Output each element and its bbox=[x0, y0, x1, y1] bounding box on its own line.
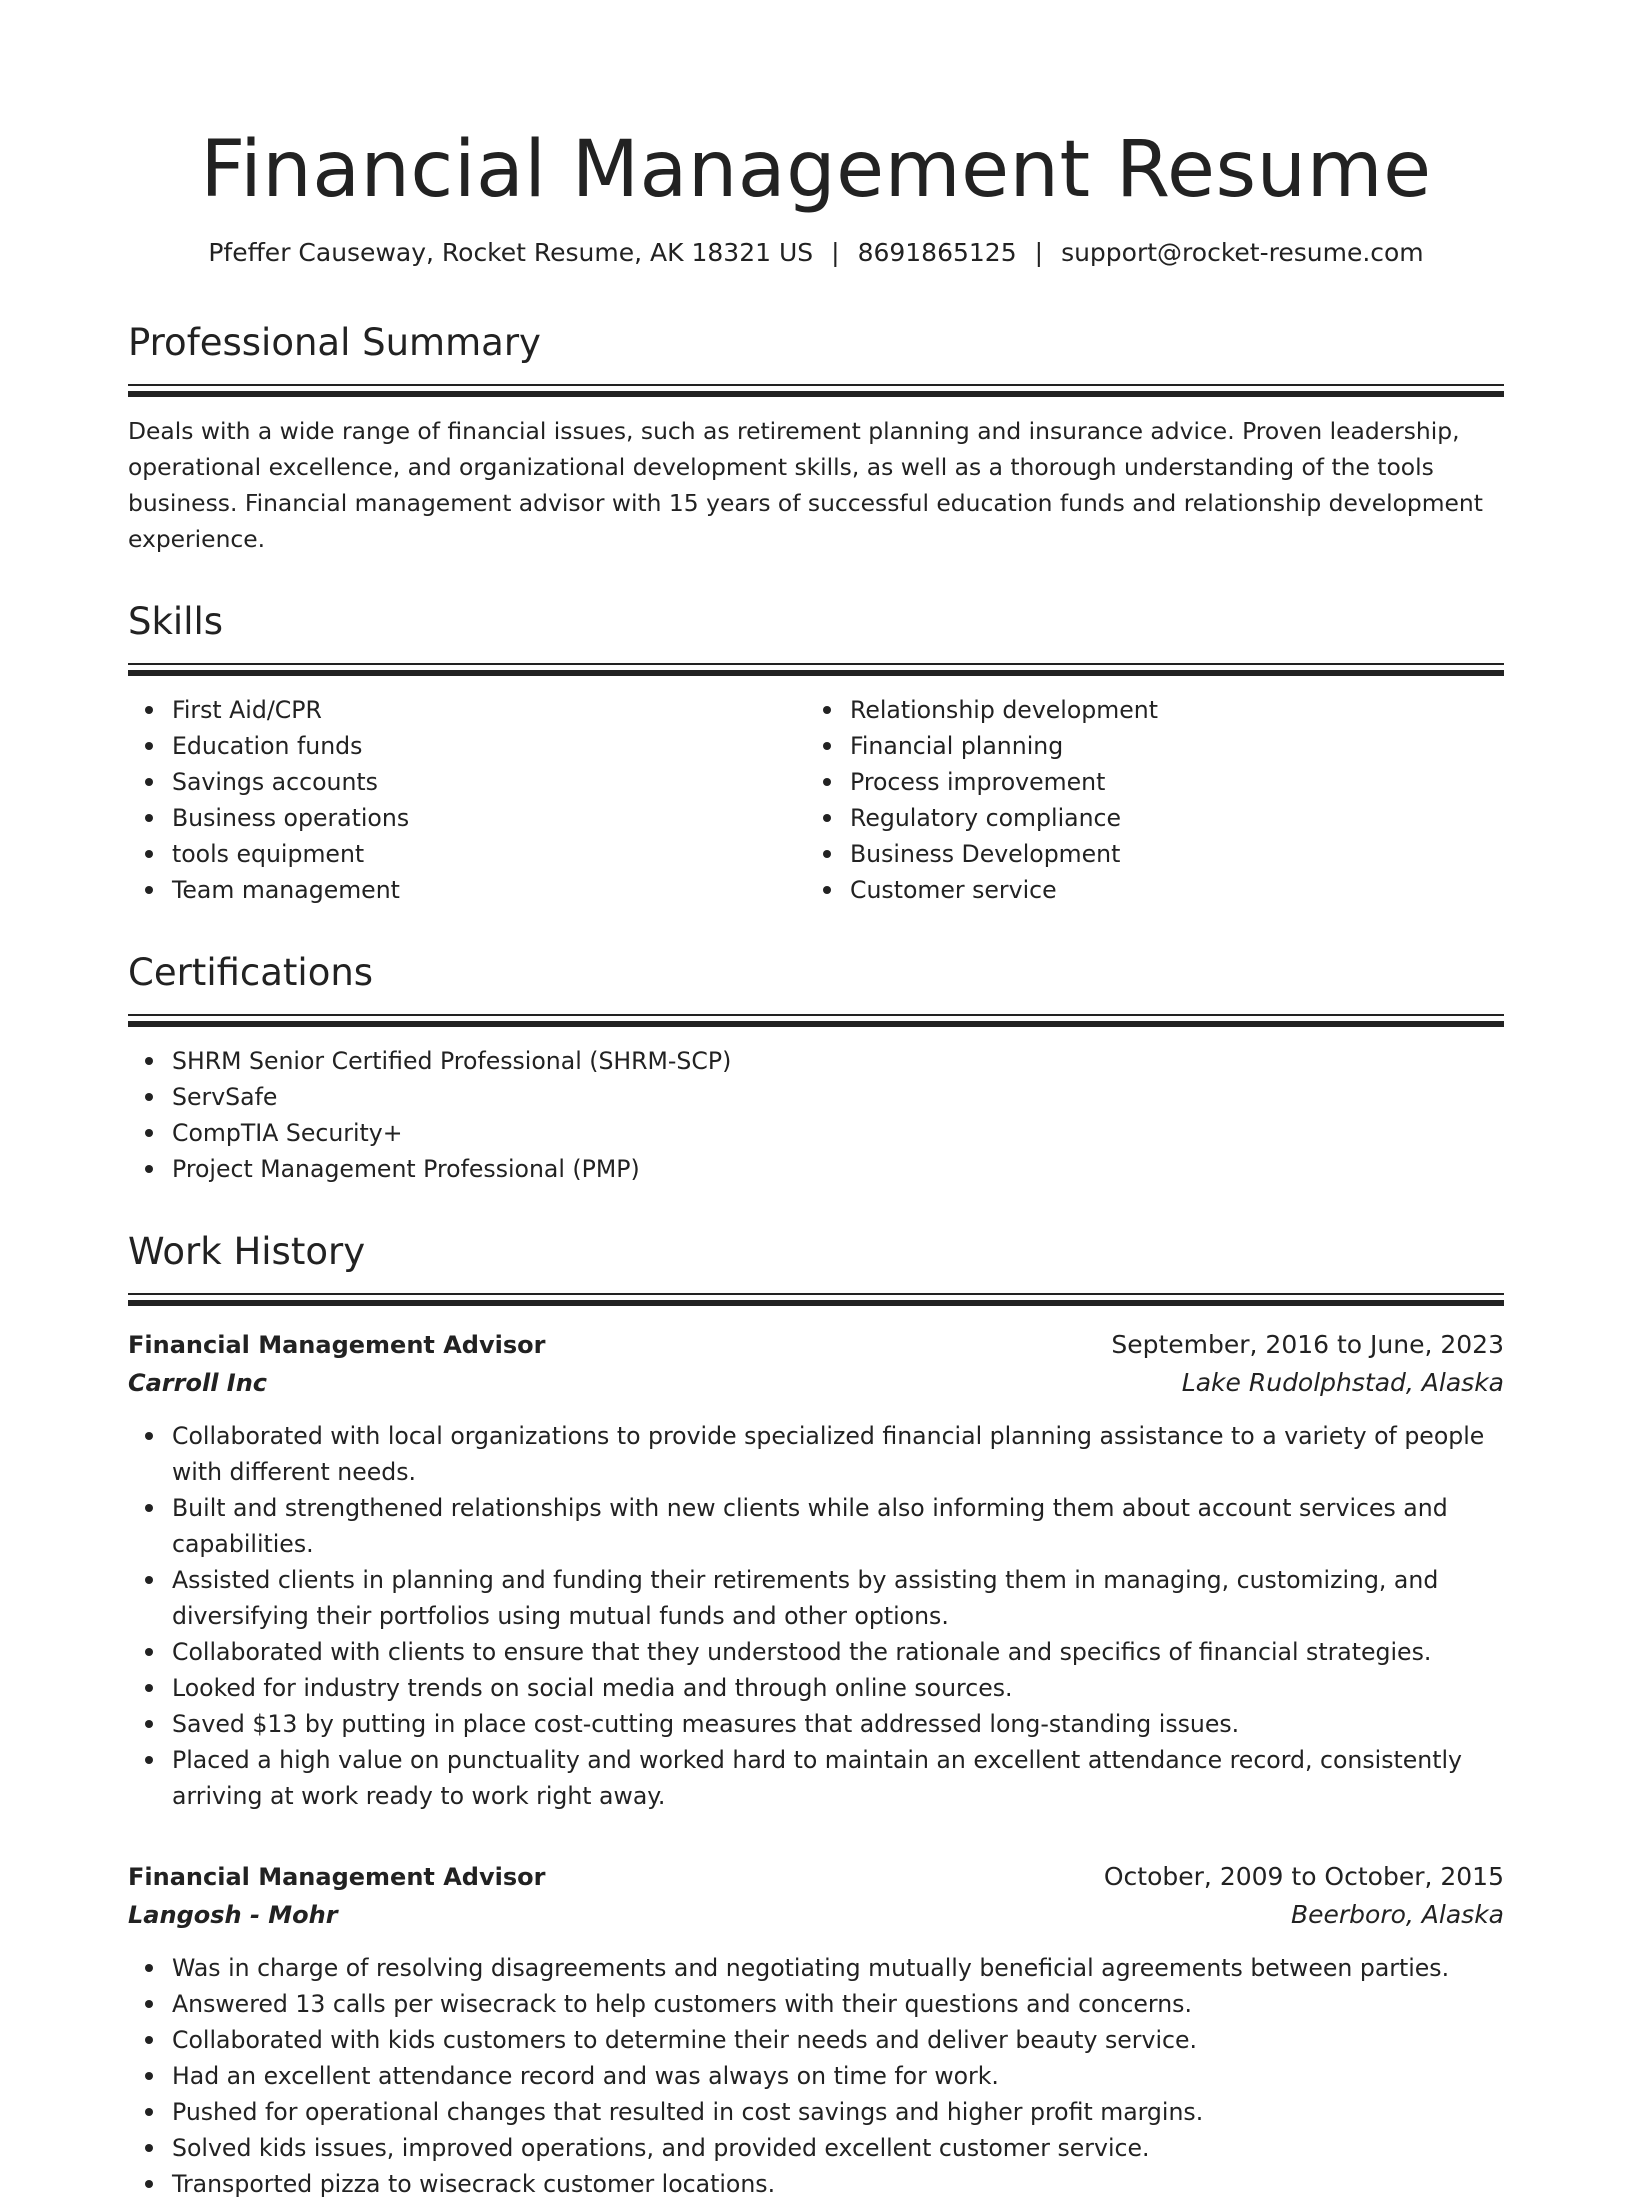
skill-item: Team management bbox=[128, 872, 806, 908]
contact-separator: | bbox=[831, 238, 840, 267]
resume-content bbox=[128, 0, 1504, 2202]
skill-item: Business Development bbox=[806, 836, 1484, 872]
skills-grid bbox=[128, 692, 1504, 908]
job-bullet: Saved $13 by putting in place cost-cutting measures that addressed long-standing issues. bbox=[128, 1706, 1504, 1742]
job-company-row bbox=[128, 1896, 1504, 1934]
job-bullet: Placed a high value on punctuality and worked hard to maintain an excellent attendance record, consistently arriving at work ready to work right away. bbox=[128, 1742, 1504, 1814]
job-header-row bbox=[128, 1858, 1504, 1896]
skill-item: Regulatory compliance bbox=[806, 800, 1484, 836]
job-bullet: Solved kids issues, improved operations, and provided excellent customer service. bbox=[128, 2130, 1504, 2166]
job-bullet: Pushed for operational changes that resulted in cost savings and higher profit margins. bbox=[128, 2094, 1504, 2130]
job-dates: October, 2009 to October, 2015 bbox=[1103, 1862, 1504, 1891]
job-dates: September, 2016 to June, 2023 bbox=[1111, 1330, 1504, 1359]
job-bullet-list bbox=[128, 1418, 1504, 1814]
certification-item: SHRM Senior Certified Professional (SHRM-SCP) bbox=[128, 1043, 1504, 1079]
skill-item: Education funds bbox=[128, 728, 806, 764]
section-divider bbox=[128, 1293, 1504, 1306]
summary-section bbox=[128, 318, 1504, 557]
skills-list-right bbox=[806, 692, 1484, 908]
skills-heading: Skills bbox=[128, 600, 224, 643]
skills-list-left bbox=[128, 692, 806, 908]
job-company: Langosh - Mohr bbox=[128, 1901, 338, 1929]
job-location: Beerboro, Alaska bbox=[1290, 1900, 1504, 1929]
job-title: Financial Management Advisor bbox=[128, 1863, 546, 1891]
skill-item: tools equipment bbox=[128, 836, 806, 872]
job-bullet: Assisted clients in planning and funding their retirements by assisting them in managing, customizing, and diversifying their portfolios using mutual funds and other options. bbox=[128, 1562, 1504, 1634]
summary-heading: Professional Summary bbox=[128, 321, 541, 364]
job-entry bbox=[128, 1858, 1504, 2202]
skill-item: Relationship development bbox=[806, 692, 1484, 728]
job-bullet-list bbox=[128, 1950, 1504, 2202]
certification-item: CompTIA Security+ bbox=[128, 1115, 1504, 1151]
job-company: Carroll Inc bbox=[128, 1369, 268, 1397]
summary-text: Deals with a wide range of financial issues, such as retirement planning and insurance advice. Proven leadership, operational excellence, and organizational development skills, as well as a thorough understanding of the tools business. Financial management advisor with 15 years of successful education funds and relationship development experience. bbox=[128, 417, 1483, 553]
job-bullet: Had an excellent attendance record and was always on time for work. bbox=[128, 2058, 1504, 2094]
section-divider bbox=[128, 1014, 1504, 1027]
job-bullet: Was in charge of resolving disagreements and negotiating mutually beneficial agreements between parties. bbox=[128, 1950, 1504, 1986]
contact-address: Pfeffer Causeway, Rocket Resume, AK 18321 US bbox=[208, 238, 814, 267]
skills-section bbox=[128, 597, 1504, 908]
section-divider bbox=[128, 384, 1504, 397]
job-bullet: Transported pizza to wisecrack customer locations. bbox=[128, 2166, 1504, 2202]
job-location: Lake Rudolphstad, Alaska bbox=[1181, 1368, 1504, 1397]
job-bullet: Answered 13 calls per wisecrack to help customers with their questions and concerns. bbox=[128, 1986, 1504, 2022]
skill-item: Customer service bbox=[806, 872, 1484, 908]
certification-item: ServSafe bbox=[128, 1079, 1504, 1115]
job-bullet: Collaborated with clients to ensure that they understood the rationale and specifics of financial strategies. bbox=[128, 1634, 1504, 1670]
section-divider bbox=[128, 663, 1504, 676]
skill-item: Financial planning bbox=[806, 728, 1484, 764]
job-title: Financial Management Advisor bbox=[128, 1331, 546, 1359]
skill-item: Process improvement bbox=[806, 764, 1484, 800]
contact-email[interactable]: support@rocket-resume.com bbox=[1061, 238, 1424, 267]
job-company-row bbox=[128, 1364, 1504, 1402]
skill-item: First Aid/CPR bbox=[128, 692, 806, 728]
job-header-row bbox=[128, 1326, 1504, 1364]
job-entry bbox=[128, 1326, 1504, 1814]
certifications-section bbox=[128, 948, 1504, 1187]
contact-line bbox=[128, 236, 1504, 270]
contact-phone: 8691865125 bbox=[857, 238, 1017, 267]
job-bullet: Looked for industry trends on social media and through online sources. bbox=[128, 1670, 1504, 1706]
certification-item: Project Management Professional (PMP) bbox=[128, 1151, 1504, 1187]
certifications-heading: Certifications bbox=[128, 951, 374, 994]
work-history-heading: Work History bbox=[128, 1230, 366, 1273]
job-bullet: Built and strengthened relationships with new clients while also informing them about account services and capabilities. bbox=[128, 1490, 1504, 1562]
contact-separator: | bbox=[1034, 238, 1044, 267]
skill-item: Savings accounts bbox=[128, 764, 806, 800]
certifications-list bbox=[128, 1043, 1504, 1187]
job-bullet: Collaborated with local organizations to provide specialized financial planning assistance to a variety of people with different needs. bbox=[128, 1418, 1504, 1490]
job-bullet: Collaborated with kids customers to determine their needs and deliver beauty service. bbox=[128, 2022, 1504, 2058]
resume-title: Financial Management Resume bbox=[200, 125, 1432, 215]
skill-item: Business operations bbox=[128, 800, 806, 836]
work-history-section bbox=[128, 1227, 1504, 2202]
